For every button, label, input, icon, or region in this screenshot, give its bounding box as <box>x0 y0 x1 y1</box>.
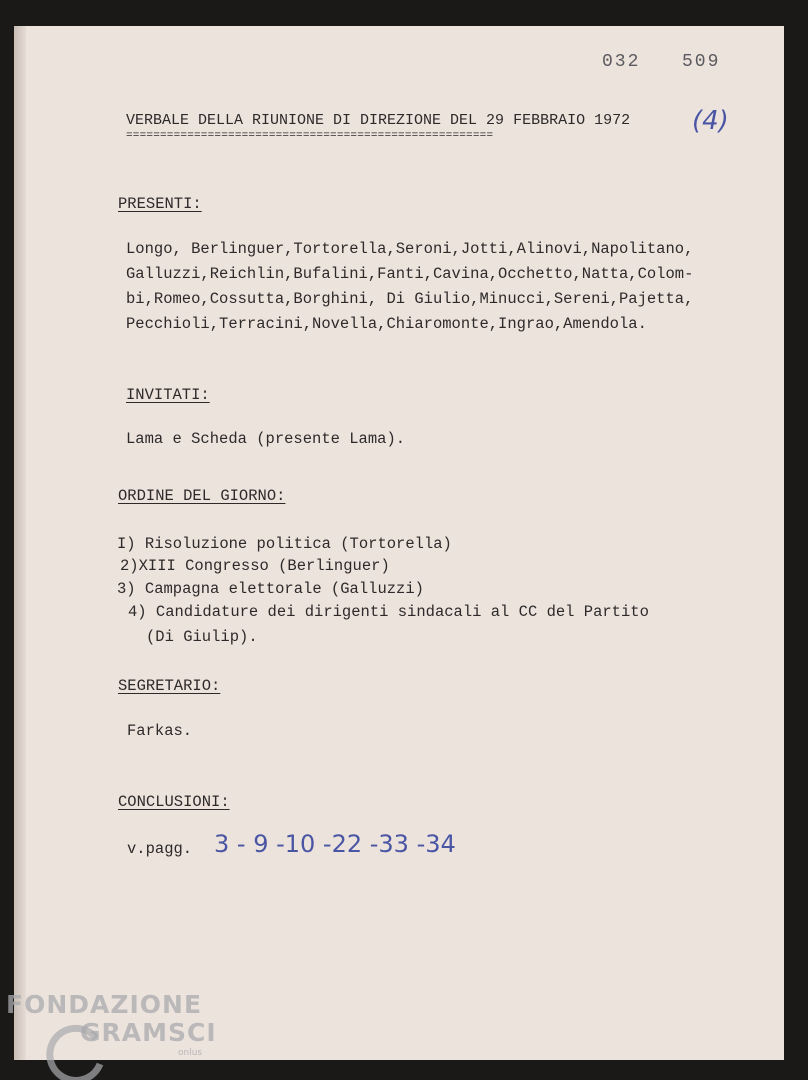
presenti-line: Longo, Berlinguer,Tortorella,Seroni,Jotti,Alinovi,Napolitano, <box>126 240 694 258</box>
agenda-item: 2)XIII Congresso (Berlinguer) <box>120 557 390 575</box>
page-binding-edge <box>14 26 26 1060</box>
segretario-name: Farkas. <box>127 722 193 740</box>
presenti-line: Pecchioli,Terracini,Novella,Chiaromonte,Ingrao,Amendola. <box>126 315 647 333</box>
presenti-line: bi,Romeo,Cossutta,Borghini, Di Giulio,Minucci,Sereni,Pajetta, <box>126 290 694 308</box>
watermark-line1: FONDAZIONE <box>6 990 203 1019</box>
watermark-line2: GRAMSCI <box>80 1018 217 1047</box>
invitati-heading: INVITATI: <box>126 386 210 404</box>
agenda-item: 3) Campagna elettorale (Galluzzi) <box>117 580 424 598</box>
handwritten-page-refs: 3 - 9 -10 -22 -33 -34 <box>214 830 456 858</box>
agenda-item-continuation: (Di Giulip). <box>146 628 258 646</box>
presenti-heading: PRESENTI: <box>118 195 202 213</box>
watermark-suffix: onlus <box>178 1048 203 1058</box>
document-title: VERBALE DELLA RIUNIONE DI DIREZIONE DEL 29 FEBBRAIO 1972 <box>126 112 631 129</box>
ordine-heading: ORDINE DEL GIORNO: <box>118 487 286 505</box>
agenda-item: I) Risoluzione politica (Tortorella) <box>117 535 452 553</box>
invitati-text: Lama e Scheda (presente Lama). <box>126 430 406 448</box>
watermark-logo-icon <box>34 1020 114 1080</box>
page-annotation: (4) <box>692 106 729 136</box>
archive-number-left: 032 <box>602 52 641 72</box>
presenti-line: Galluzzi,Reichlin,Bufalini,Fanti,Cavina,Occhetto,Natta,Colom- <box>126 265 694 283</box>
conclusioni-heading: CONCLUSIONI: <box>118 793 230 811</box>
segretario-heading: SEGRETARIO: <box>118 677 221 695</box>
title-rule: ====================================================== <box>126 130 494 142</box>
archive-number-right: 509 <box>682 52 721 72</box>
conclusioni-prefix: v.pagg. <box>127 840 193 858</box>
agenda-item: 4) Candidature dei dirigenti sindacali al CC del Partito <box>128 603 649 621</box>
